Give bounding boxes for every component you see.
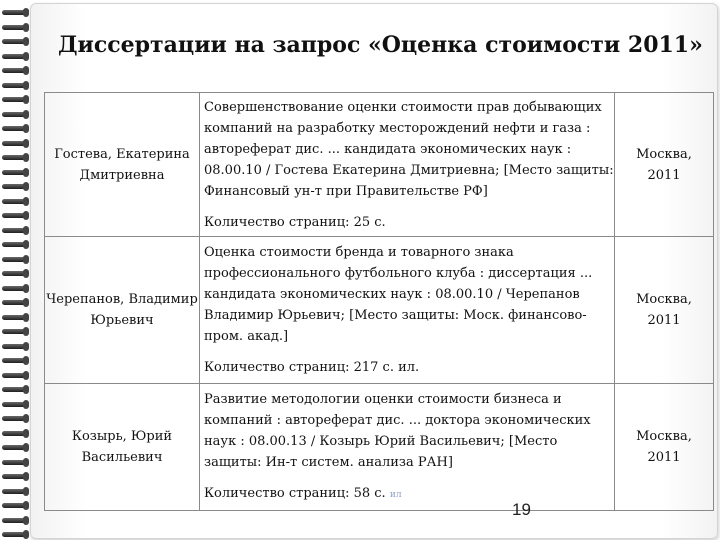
binding-ring: [2, 170, 28, 175]
page-count-text: Количество страниц: 58 с.: [204, 485, 386, 501]
table-row: [45, 93, 714, 237]
binding-ring: [2, 10, 28, 15]
author-cell: [45, 237, 200, 384]
binding-ring: [2, 445, 28, 450]
binding-ring: [2, 489, 28, 494]
binding-ring: [2, 358, 28, 363]
binding-ring: [2, 25, 28, 30]
binding-ring: [2, 402, 28, 407]
description-text: Развитие методологии оценки стоимости бизнеса и компаний : автореферат дис. ... доктора экономических наук : 08.00.13 / Козырь Юрий Васильевич; [Место защиты: Ин-т систем. анализа РАН]: [204, 391, 591, 470]
binding-ring: [2, 503, 28, 508]
binding-ring: [2, 387, 28, 392]
binding-ring: [2, 228, 28, 233]
binding-ring: [2, 112, 28, 117]
description-text: Совершенствование оценки стоимости прав добывающих компаний на разработку месторождений нефти и газа : автореферат дис. ... кандидата экономических наук : 08.00.10 / Гостева Екатерина Дмитриевна; [Место защиты: Финансовый ун-т при Правительстве РФ]: [204, 99, 614, 199]
description-cell: [200, 93, 615, 237]
binding-ring: [2, 460, 28, 465]
binding-ring: [2, 373, 28, 378]
place-cell: [615, 237, 714, 384]
binding-ring: [2, 257, 28, 262]
binding-ring: [2, 155, 28, 160]
page-count-trail: ил: [389, 489, 402, 500]
author-patronymic: Васильевич: [81, 450, 163, 465]
author-name: Гостева, Екатерина: [54, 146, 190, 162]
page-count: Количество страниц: 25 с.: [204, 214, 386, 230]
binding-ring: [2, 416, 28, 421]
table-row: [45, 384, 714, 511]
binding-ring: [2, 315, 28, 320]
author-cell: [45, 384, 200, 511]
author-cell: [45, 93, 200, 237]
binding-ring: [2, 329, 28, 334]
place-text: Москва,: [636, 146, 692, 162]
binding-ring: [2, 141, 28, 146]
place-cell: [615, 93, 714, 237]
binding-ring: [2, 97, 28, 102]
binding-ring: [2, 271, 28, 276]
binding-ring: [2, 83, 28, 88]
place-text: Москва,: [636, 292, 692, 307]
year-text: 2011: [647, 167, 681, 183]
binding-ring: [2, 242, 28, 247]
description-text: Оценка стоимости бренда и товарного знака профессионального футбольного клуба : диссертация ... кандидата экономических наук : 08.00.10 / Черепанов Владимир Юрьевич; [Место защиты: Моск. финансово-пром. акад.]: [204, 245, 593, 344]
dissertations-table: [44, 92, 714, 511]
binding-ring: [2, 474, 28, 479]
place-cell: [615, 384, 714, 511]
author-name: Черепанов, Владимир: [46, 292, 198, 307]
slide-number: 19: [512, 500, 531, 519]
year-text: 2011: [647, 313, 681, 328]
binding-ring: [2, 431, 28, 436]
binding-ring: [2, 344, 28, 349]
binding-ring: [2, 199, 28, 204]
binding-ring: [2, 126, 28, 131]
binding-ring: [2, 300, 28, 305]
author-name: Козырь, Юрий: [71, 429, 173, 444]
author-patronymic: Юрьевич: [90, 313, 154, 328]
binding-ring: [2, 213, 28, 218]
table-row: [45, 237, 714, 384]
description-cell: [200, 384, 615, 511]
binding-ring: [2, 39, 28, 44]
spiral-binding: [0, 0, 30, 540]
page-count: [204, 483, 614, 506]
description-cell: [200, 237, 615, 384]
binding-ring: [2, 286, 28, 291]
binding-ring: [2, 54, 28, 59]
binding-ring: [2, 68, 28, 73]
binding-ring: [2, 532, 28, 537]
year-text: 2011: [647, 450, 681, 465]
page-title: Диссертации на запрос «Оценка стоимости 2011»: [58, 32, 703, 58]
author-patronymic: Дмитриевна: [79, 167, 165, 183]
page-count: Количество страниц: 217 с. ил.: [204, 360, 420, 375]
place-text: Москва,: [636, 429, 692, 444]
binding-ring: [2, 184, 28, 189]
binding-ring: [2, 518, 28, 523]
